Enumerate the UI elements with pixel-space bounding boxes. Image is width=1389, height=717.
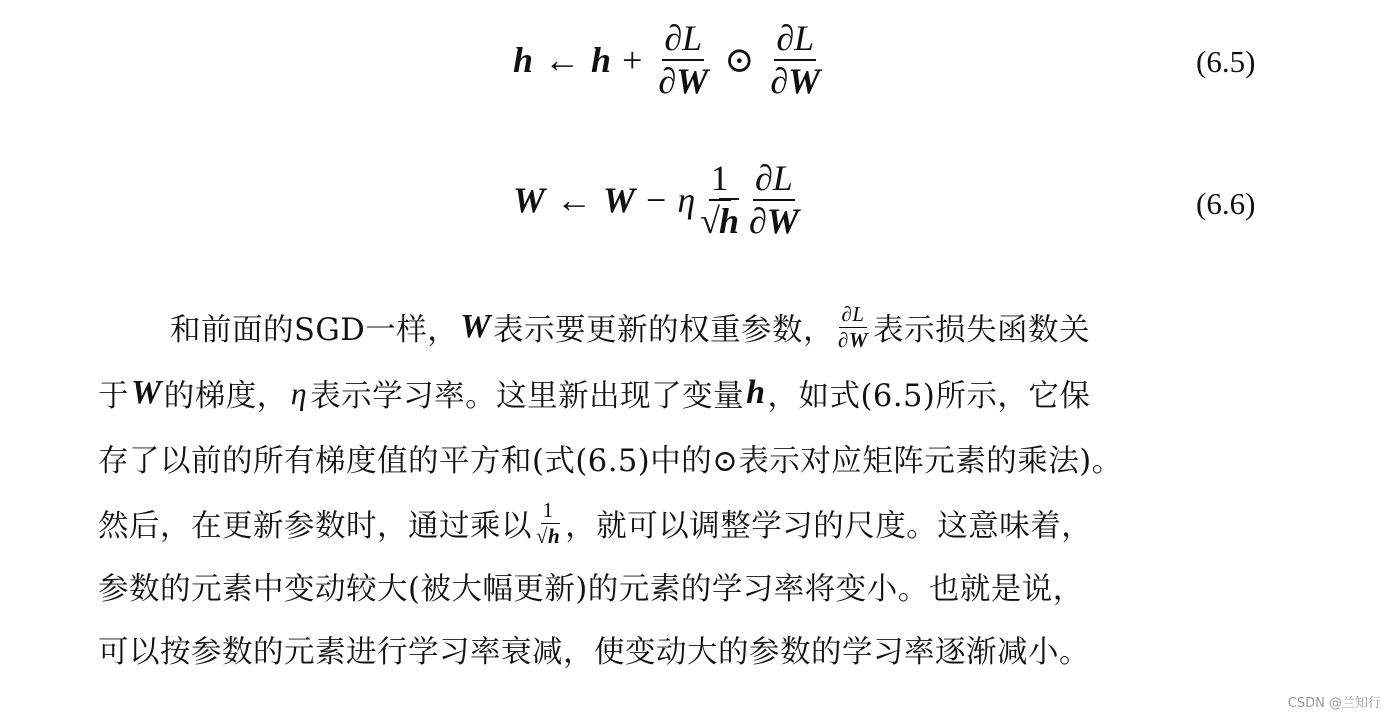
fraction-1-sqrt-h [698,160,741,239]
text-segment: 表示损失函数关 [873,313,1091,348]
plus-symbol: + [622,39,643,80]
text-segment: 存了以前的所有梯度值的平方和(式(6.5)中的⊙表示对应矩阵元素的乘法)。 [98,444,1123,479]
text-segment: 参数的元素中变动较大(被大幅更新)的元素的学习率将变小。也就是说， [98,572,1084,607]
fraction-numerator: 1 [542,497,554,522]
var-W: W [513,179,546,220]
paragraph-line-5 [98,554,1084,618]
var-h: h [719,198,739,241]
var-eta: η [677,179,696,220]
var-h: h [548,523,561,548]
inline-fraction-dL-dW [837,301,869,352]
fraction-dL-dW [768,20,822,99]
fraction-denominator [768,61,822,100]
paragraph-line-6 [98,617,1090,681]
paragraph-line-2 [98,361,1090,425]
paragraph-line-3 [98,426,1123,490]
var-W: W [788,60,821,101]
inline-fraction-1-sqrt-h [536,497,561,548]
var-W: W [676,60,709,101]
text-segment: 表示学习率。这里新出现了变量 [310,379,745,414]
text-segment: 和前面的SGD一样， [170,313,459,348]
var-h: h [513,39,534,80]
var-h: h [591,39,612,80]
arrow-symbol: ← [556,179,593,220]
equation-6-6 [0,150,1389,260]
odot-symbol: ⊙ [724,39,755,80]
arrow-symbol: ← [544,39,581,80]
var-eta: η [290,374,308,411]
equation-6-6-body [513,160,804,239]
text-segment: 表示要更新的权重参数， [492,313,834,348]
text-segment: 于 [98,379,129,414]
sqrt-symbol: √ [536,523,549,548]
equation-6-5-body [513,20,825,99]
fraction-numerator: ∂L [841,301,865,326]
fraction-denominator [536,524,560,547]
text-segment: ，就可以调整学习的尺度。这意味着， [565,509,1093,544]
minus-symbol: − [646,179,667,220]
equation-6-5 [0,10,1389,120]
paragraph-line-4 [98,491,1092,555]
fraction-denominator [656,61,710,100]
text-segment: ，如式(6.5)所示，它保 [767,379,1091,414]
equation-number-6-6: (6.6) [1196,186,1256,221]
var-W: W [603,179,636,220]
var-W: W [131,374,162,411]
text-segment: 然后，在更新参数时，通过乘以 [98,509,532,544]
fraction-denominator [747,201,801,240]
partial-symbol: ∂ [770,60,789,101]
partial-symbol: ∂ [749,200,767,241]
fraction-denominator [838,328,868,351]
equation-number-6-5: (6.5) [1196,44,1256,79]
var-h: h [746,374,766,411]
partial-symbol: ∂ [658,60,677,101]
fraction-dL-dW [747,160,801,239]
fraction-denominator [698,201,741,240]
sqrt-symbol: √ [700,200,720,241]
var-W: W [460,308,491,345]
fraction-numerator: ∂L [753,160,795,201]
text-segment: 可以按参数的元素进行学习率衰减，使变动大的参数的学习率逐渐减小。 [98,635,1090,670]
var-W: W [766,200,799,241]
partial-symbol: ∂ [837,327,849,352]
text-segment: 的梯度， [163,379,288,414]
fraction-numerator: 1 [709,160,731,201]
fraction-numerator: ∂L [774,20,816,61]
paragraph-line-1 [170,295,1090,359]
var-W: W [848,327,869,352]
csdn-watermark: CSDN @兰知行 [1287,696,1381,711]
fraction-dL-dW [656,20,710,99]
fraction-numerator: ∂L [662,20,704,61]
